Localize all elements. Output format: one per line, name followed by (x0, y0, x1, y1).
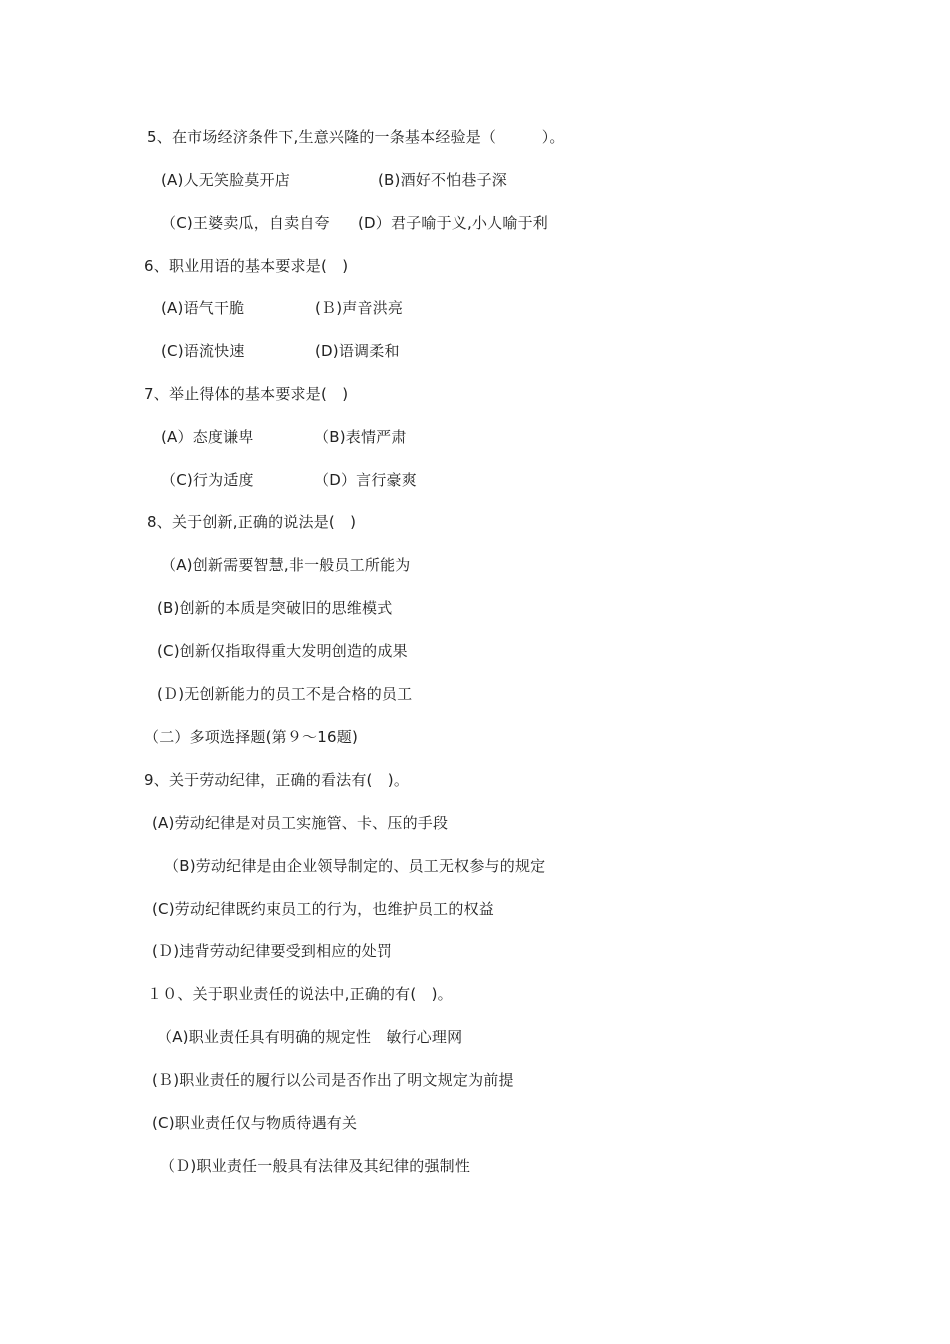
q6-option-d: (D)语调柔和 (315, 342, 400, 360)
section-heading: （二）多项选择题(第９～16题) (144, 728, 358, 746)
q6-option-a: (A)语气干脆 (161, 299, 245, 317)
q6-option-c: (C)语流快速 (161, 342, 245, 360)
q9-option-b: （B)劳动纪律是由企业领导制定的、员工无权参与的规定 (164, 857, 546, 875)
q8-stem: 8、关于创新,正确的说法是( ) (147, 513, 357, 531)
q7-option-c: （C)行为适度 (161, 471, 254, 489)
q7-stem: 7、举止得体的基本要求是( ) (144, 385, 349, 403)
q7-option-a: (A）态度谦卑 (161, 428, 254, 446)
q5-stem: 5、在市场经济条件下,生意兴隆的一条基本经验是（ ）。 (147, 128, 565, 146)
q9-option-c: (C)劳动纪律既约束员工的行为，也维护员工的权益 (152, 900, 494, 918)
q5-option-c: （C)王婆卖瓜，自卖自夸 (161, 214, 330, 232)
q7-option-b: （B)表情严肃 (314, 428, 407, 446)
q8-option-a: （A)创新需要智慧,非一般员工所能为 (161, 556, 411, 574)
q8-option-c: (C)创新仅指取得重大发明创造的成果 (157, 642, 408, 660)
q10-option-d: （Ｄ)职业责任一般具有法律及其纪律的强制性 (160, 1157, 471, 1175)
q10-option-c: (C)职业责任仅与物质待遇有关 (152, 1114, 358, 1132)
q9-option-a: (A)劳动纪律是对员工实施管、卡、压的手段 (152, 814, 449, 832)
q8-option-b: (B)创新的本质是突破旧的思维模式 (157, 599, 393, 617)
q7-option-d: （D）言行豪爽 (314, 471, 417, 489)
q9-stem: 9、关于劳动纪律，正确的看法有( )。 (144, 771, 410, 789)
q5-option-a: (A)人无笑脸莫开店 (161, 171, 290, 189)
q8-option-d: (Ｄ)无创新能力的员工不是合格的员工 (157, 685, 413, 703)
q6-stem: 6、职业用语的基本要求是( ) (144, 257, 349, 275)
q10-option-b: (Ｂ)职业责任的履行以公司是否作出了明文规定为前提 (152, 1071, 514, 1089)
q10-option-a: （A)职业责任具有明确的规定性 敏行心理网 (157, 1028, 463, 1046)
q5-option-d: (D）君子喻于义,小人喻于利 (358, 214, 548, 232)
q10-stem: １０、关于职业责任的说法中,正确的有( )。 (147, 985, 453, 1003)
q6-option-b: (Ｂ)声音洪亮 (315, 299, 404, 317)
q5-option-b: (B)酒好不怕巷子深 (378, 171, 507, 189)
q9-option-d: (Ｄ)违背劳动纪律要受到相应的处罚 (152, 942, 393, 960)
